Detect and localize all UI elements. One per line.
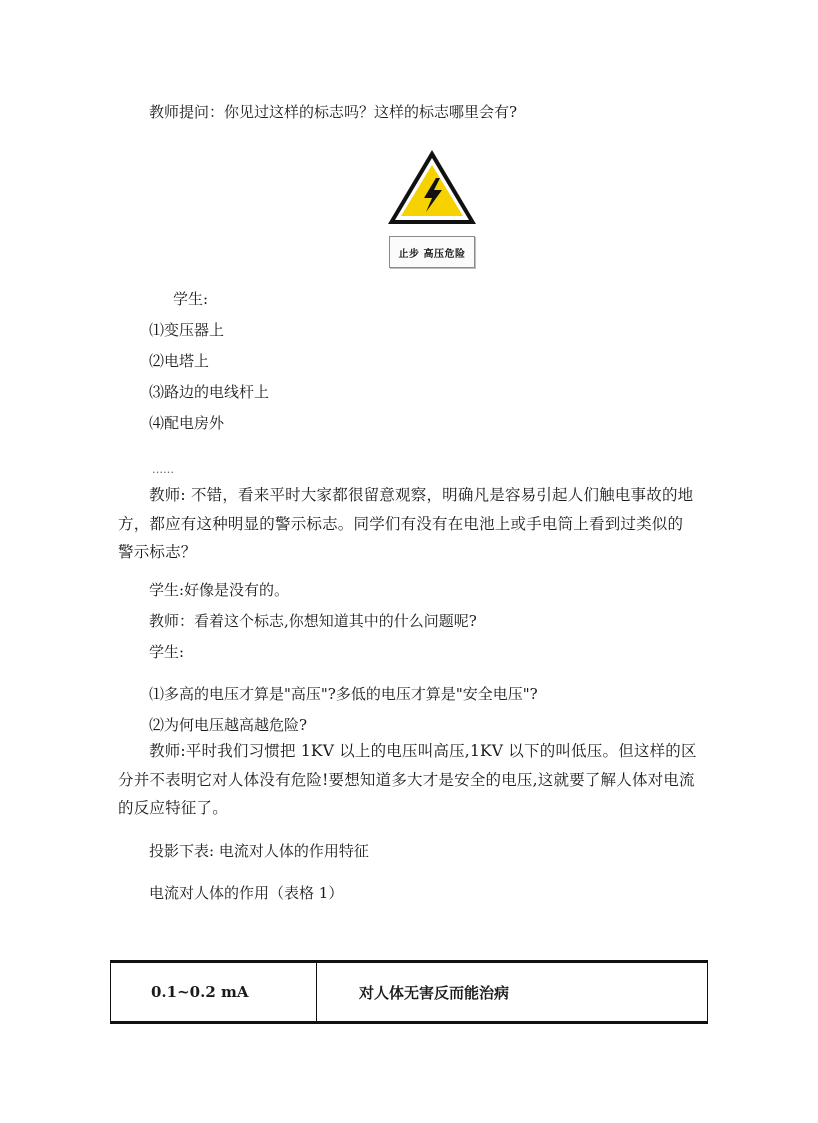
warning-sign-plate: [389, 236, 475, 268]
teacher-paragraph: 教师:平时我们习惯把 1KV 以上的电压叫高压,1KV 以下的叫低压。但这样的区分并不表明它对人体没有危险!要想知道多大才是安全的电压,这就要了解人体对电流的反应特征了。: [118, 742, 697, 817]
student-label: 学生:: [173, 290, 209, 308]
table-cell-current: 0.1~0.2 mA: [111, 963, 317, 1021]
projection-note: 投影下表: 电流对人体的作用特征: [149, 842, 369, 860]
ellipsis: ……: [152, 463, 174, 476]
student-reply: 学生:好像是没有的。: [149, 581, 290, 599]
student-label: 学生:: [149, 643, 185, 661]
answer-item: ⑴变压器上: [149, 321, 225, 339]
table-caption: 电流对人体的作用（表格 1）: [149, 884, 344, 902]
answer-item: ⑵电塔上: [149, 352, 210, 370]
teacher-paragraph: 教师: 不错，看来平时大家都很留意观察，明确凡是容易引起人们触电事故的地方，都应有这种明显的警示标志。同学们有没有在电池上或手电筒上看到过类似的警示标志？: [118, 486, 694, 561]
warning-sign-label: 止步 高压危险: [398, 248, 466, 260]
answer-item: ⑷配电房外: [149, 414, 225, 432]
table-cell-effect: 对人体无害反而能治病: [359, 983, 510, 1002]
teacher-question: 教师提问：你见过这样的标志吗？这样的标志哪里会有?: [149, 103, 518, 121]
question-item: ⑵为何电压越高越危险?: [149, 716, 308, 734]
current-effect-table: [110, 960, 708, 1024]
high-voltage-icon: [386, 148, 478, 228]
question-item: ⑴多高的电压才算是"高压"?多低的电压才算是"安全电压"?: [149, 685, 538, 703]
answer-item: ⑶路边的电线杆上: [149, 383, 270, 401]
teacher-question-2: 教师：看着这个标志,你想知道其中的什么问题呢?: [149, 612, 477, 630]
